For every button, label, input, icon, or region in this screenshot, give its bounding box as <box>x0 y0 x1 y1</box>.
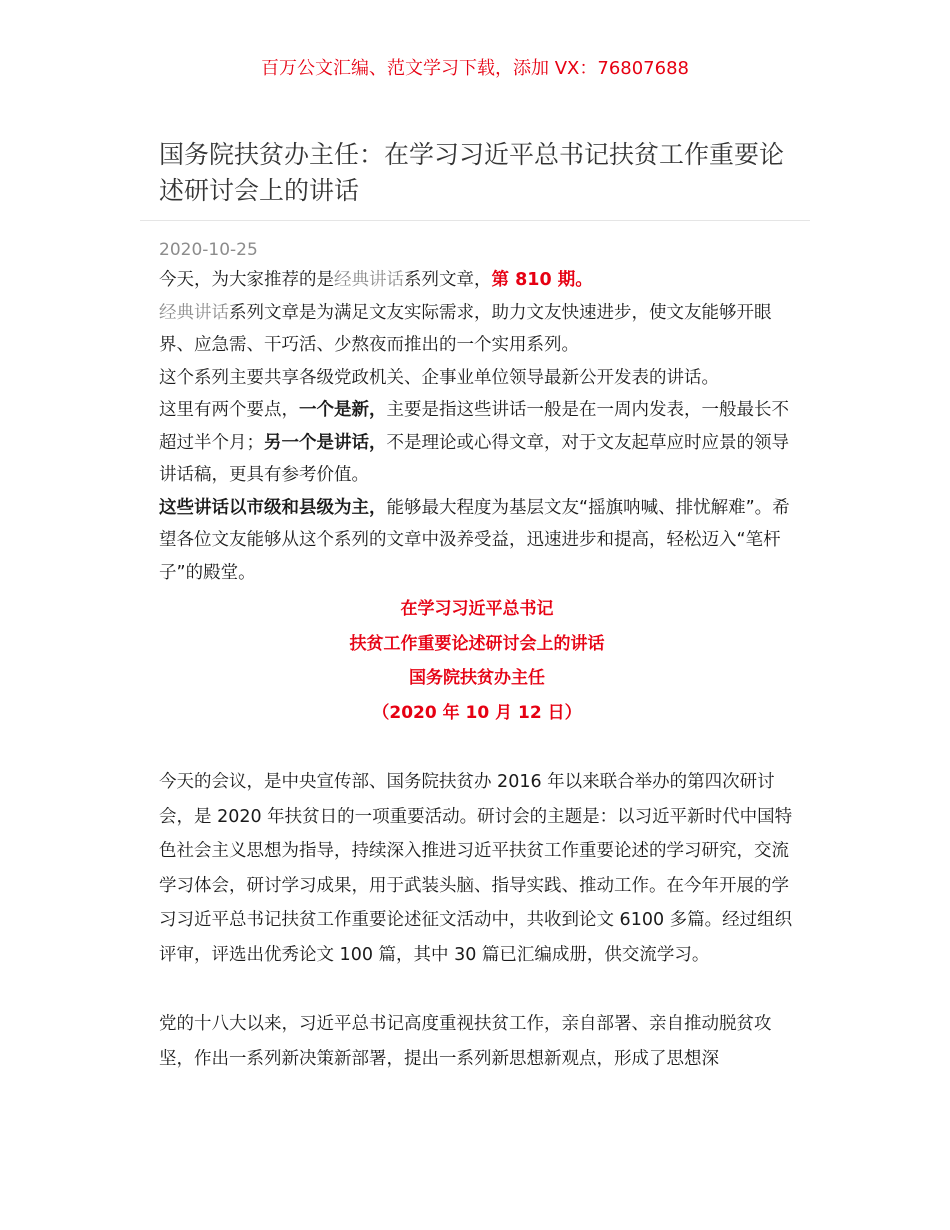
point-new-desc: 主要是指这些讲话一般是在一周内发表，一般最长不超过半个月； <box>159 400 789 453</box>
speech-level <box>159 492 795 590</box>
body-paragraph-1: 今天的会议，是中央宣传部、国务院扶贫办 2016 年以来联合举办的第四次研讨会，是 2020 年扶贫日的一项重要活动。研讨会的主题是：以习近平新时代中国特色社会主义思想为指导，持续深入推进习近平扶贫工作重要论述的学习研究，交流学习体会，研讨学习成果，用于武装头脑、指导实践、推动工作。在今年开展的学习习近平总书记扶贫工作重要论述征文活动中，共收到论文 6100 多篇。经过组织评审，评选出优秀论文 100 篇，其中 30 篇已汇编成册，供交流学习。 <box>159 772 793 965</box>
key-points <box>159 394 795 492</box>
publish-date: 2020-10-25 <box>159 240 258 260</box>
series-description-text: 系列文章是为满足文友实际需求，助力文友快速进步，使文友能够开眼界、应急需、干巧活、少熬夜而推出的一个实用系列。 <box>159 302 772 355</box>
speech-heading-line3: 国务院扶贫办主任 <box>409 668 545 688</box>
spacer <box>159 730 795 765</box>
intro-mid: 系列文章， <box>404 270 492 290</box>
issue-number: 第 810 期。 <box>491 270 593 290</box>
point-speech-desc: 不是理论或心得文章，对于文友起草应时应景的领导讲话稿，更具有参考价值。 <box>159 432 789 485</box>
speech-heading-date: （2020 年 10 月 12 日） <box>372 702 582 723</box>
series-scope: 这个系列主要共享各级党政机关、企事业单位领导最新公开发表的讲话。 <box>159 367 719 388</box>
speech-level-desc: 能够最大程度为基层文友“摇旗呐喊、排忧解难”。希望各位文友能够从这个系列的文章中汲养受益，迅速进步和提高，轻松迈入“笔杆子”的殿堂。 <box>159 497 790 583</box>
body-paragraph-2: 党的十八大以来，习近平总书记高度重视扶贫工作，亲自部署、亲自推动脱贫攻坚，作出一系列新决策新部署，提出一系列新思想新观点，形成了思想深 <box>159 1014 772 1069</box>
key-points-lead: 这里有两个要点， <box>159 400 299 420</box>
title-divider <box>140 220 810 221</box>
series-description <box>159 297 795 362</box>
speech-heading-line1: 在学习习近平总书记 <box>400 599 554 619</box>
intro-line <box>159 264 795 297</box>
article-content <box>159 264 795 1076</box>
speech-level-lead: 这些讲话以市级和县级为主， <box>159 497 387 518</box>
speech-heading-line2: 扶贫工作重要论述研讨会上的讲话 <box>349 633 605 654</box>
watermark-banner: 百万公文汇编、范文学习下载，添加 VX：76807688 <box>261 58 689 79</box>
speech-heading <box>159 592 795 730</box>
series-name: 经典讲话 <box>334 270 404 290</box>
series-name: 经典讲话 <box>159 302 229 323</box>
point-speech: 另一个是讲话， <box>264 432 387 453</box>
article-title: 国务院扶贫办主任：在学习习近平总书记扶贫工作重要论述研讨会上的讲话 <box>159 140 785 205</box>
spacer <box>159 972 795 1007</box>
point-new: 一个是新， <box>299 400 387 420</box>
intro-prefix: 今天，为大家推荐的是 <box>159 270 334 290</box>
